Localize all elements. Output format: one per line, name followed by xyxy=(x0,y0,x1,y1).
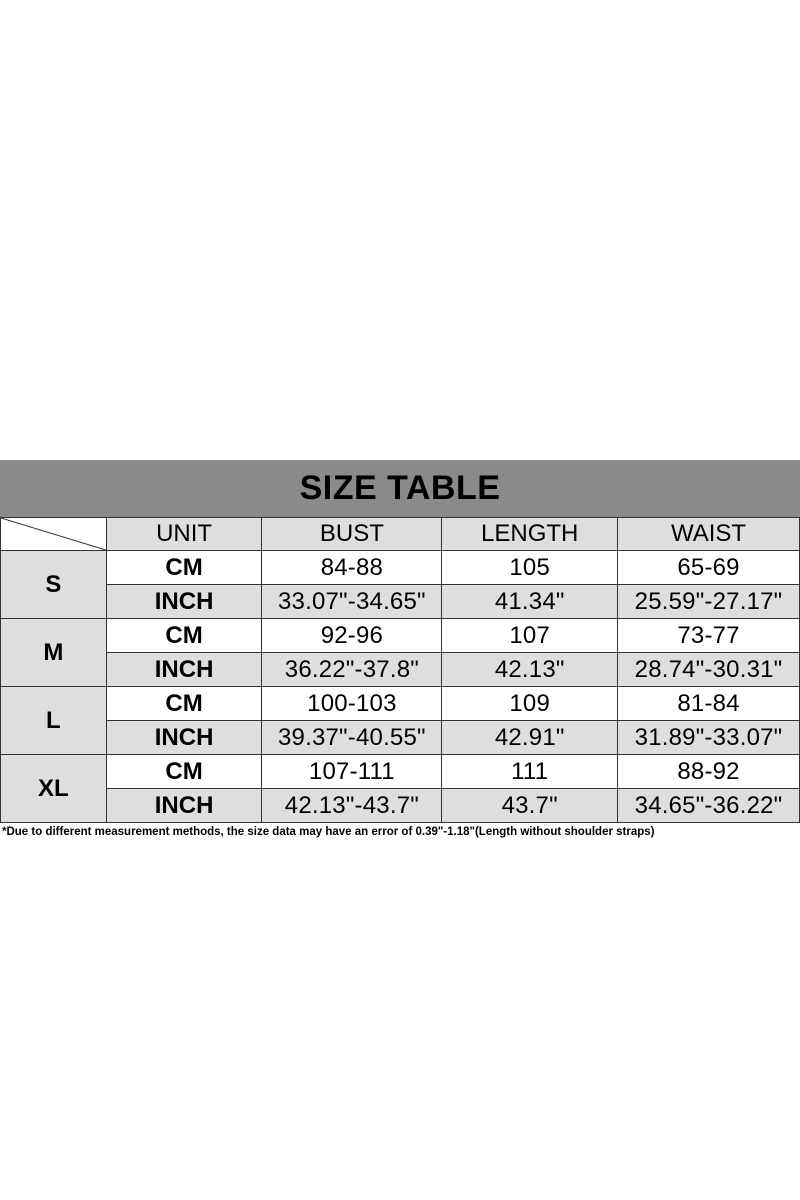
unit-cell: INCH xyxy=(106,789,262,823)
unit-cell: INCH xyxy=(106,721,262,755)
table-row xyxy=(1,551,800,585)
unit-cell: CM xyxy=(106,619,262,653)
table-cell: 42.91" xyxy=(442,721,618,755)
table-cell: 107-111 xyxy=(262,755,442,789)
table-cell: 42.13" xyxy=(442,653,618,687)
table-cell: 111 xyxy=(442,755,618,789)
table-cell: 109 xyxy=(442,687,618,721)
table-row xyxy=(1,755,800,789)
table-cell: 84-88 xyxy=(262,551,442,585)
table-cell: 100-103 xyxy=(262,687,442,721)
table-cell: 36.22"-37.8" xyxy=(262,653,442,687)
table-cell: 42.13"-43.7" xyxy=(262,789,442,823)
table-row xyxy=(1,687,800,721)
table-cell: 73-77 xyxy=(618,619,800,653)
table-cell: 81-84 xyxy=(618,687,800,721)
header-length: LENGTH xyxy=(442,518,618,551)
size-label: S xyxy=(1,551,107,619)
size-label: M xyxy=(1,619,107,687)
unit-cell: CM xyxy=(106,551,262,585)
unit-cell: INCH xyxy=(106,653,262,687)
table-row xyxy=(1,585,800,619)
unit-cell: CM xyxy=(106,687,262,721)
table-cell: 65-69 xyxy=(618,551,800,585)
table-row xyxy=(1,721,800,755)
table-cell: 88-92 xyxy=(618,755,800,789)
measurement-note: *Due to different measurement methods, the size data may have an error of 0.39"-1.18"(Length without shoulder straps) xyxy=(2,826,655,838)
unit-cell: INCH xyxy=(106,585,262,619)
table-cell: 43.7" xyxy=(442,789,618,823)
corner-cell xyxy=(1,518,107,551)
table-cell: 25.59"-27.17" xyxy=(618,585,800,619)
table-cell: 41.34" xyxy=(442,585,618,619)
header-bust: BUST xyxy=(262,518,442,551)
size-table xyxy=(0,517,800,823)
table-cell: 105 xyxy=(442,551,618,585)
size-label: L xyxy=(1,687,107,755)
table-cell: 28.74"-30.31" xyxy=(618,653,800,687)
table-cell: 34.65"-36.22" xyxy=(618,789,800,823)
table-row xyxy=(1,653,800,687)
header-row xyxy=(1,518,800,551)
table-cell: 33.07"-34.65" xyxy=(262,585,442,619)
header-waist: WAIST xyxy=(618,518,800,551)
table-cell: 92-96 xyxy=(262,619,442,653)
unit-cell: CM xyxy=(106,755,262,789)
table-cell: 31.89"-33.07" xyxy=(618,721,800,755)
table-row xyxy=(1,789,800,823)
header-unit: UNIT xyxy=(106,518,262,551)
size-table-title: SIZE TABLE xyxy=(0,460,800,517)
table-cell: 39.37"-40.55" xyxy=(262,721,442,755)
size-label: XL xyxy=(1,755,107,823)
table-cell: 107 xyxy=(442,619,618,653)
table-row xyxy=(1,619,800,653)
diagonal-line-icon xyxy=(1,518,106,550)
